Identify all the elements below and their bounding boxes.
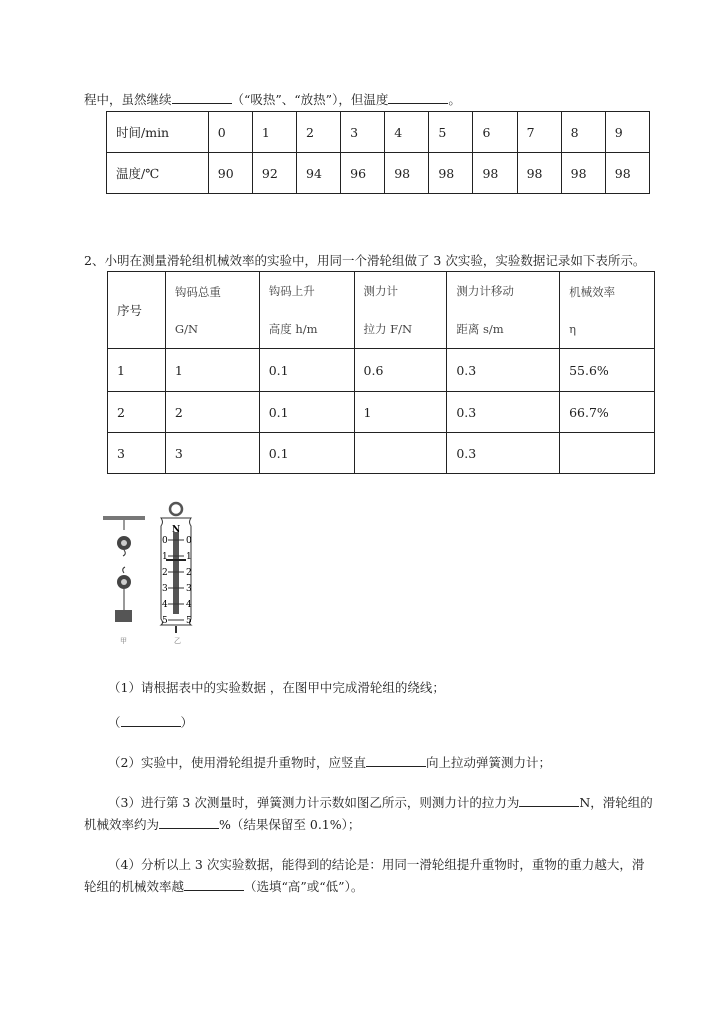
answer-blank[interactable] xyxy=(519,794,579,807)
answer-blank[interactable] xyxy=(159,816,219,829)
table-cell: 2 xyxy=(165,392,259,433)
table-row xyxy=(107,112,650,153)
figure-label-a: 甲 xyxy=(120,637,127,645)
sub-question-4-line1: （4）分析以上 3 次实验数据，能得到的结论是：用同一滑轮组提升重物时，重物的重力越大，滑 xyxy=(108,857,645,872)
table-cell: 98 xyxy=(385,153,429,194)
figure-pulley-and-spring-scale xyxy=(98,500,218,650)
table-cell xyxy=(354,433,447,474)
table-cell: 9 xyxy=(605,112,649,153)
table-cell: 1 xyxy=(108,349,166,392)
header-label: 钩码上升 xyxy=(268,284,315,298)
table-row xyxy=(108,349,655,392)
table-header-row xyxy=(108,272,655,349)
table-cell: 5 xyxy=(429,112,473,153)
table-cell: 0.1 xyxy=(259,392,354,433)
text: ） xyxy=(180,715,194,730)
text: 轮组的机械效率越 xyxy=(84,879,185,894)
header-label: 序号 xyxy=(117,303,143,318)
sub-question-4-line2 xyxy=(84,877,363,895)
text: （2）实验中，使用滑轮组提升重物时，应竖直 xyxy=(108,755,366,770)
header-cell xyxy=(259,272,354,349)
header-unit: 高度 h/m xyxy=(268,322,318,336)
table-cell: 8 xyxy=(561,112,605,153)
sub-question-3-line2 xyxy=(84,815,360,833)
table-cell: 时间/min xyxy=(107,112,209,153)
scale-tick-label: 3 xyxy=(186,584,192,594)
header-cell xyxy=(447,272,560,349)
table-cell: 3 xyxy=(108,433,166,474)
table-cell: 98 xyxy=(473,153,517,194)
table-cell: 0.1 xyxy=(259,433,354,474)
table-cell: 1 xyxy=(354,392,447,433)
table-cell: 3 xyxy=(341,112,385,153)
table-cell: 6 xyxy=(473,112,517,153)
table-cell: 2 xyxy=(297,112,341,153)
scale-unit: N xyxy=(172,525,181,535)
scale-tick-label: 5 xyxy=(162,616,168,626)
text: （ xyxy=(108,715,121,730)
text: 机械效率约为 xyxy=(84,817,160,832)
text: 程中，虽然继续 xyxy=(84,92,172,107)
table-cell: 3 xyxy=(165,433,259,474)
table-row xyxy=(108,392,655,433)
header-label: 钩码总重 xyxy=(174,285,221,299)
table-row xyxy=(107,153,650,194)
scale-tick-label: 1 xyxy=(162,552,168,562)
scale-tick-label: 4 xyxy=(162,600,168,610)
figure-label-b: 乙 xyxy=(174,637,181,645)
table-cell: 0.3 xyxy=(447,392,560,433)
answer-blank[interactable] xyxy=(366,754,426,767)
scale-tick-label: 2 xyxy=(162,568,168,578)
scale-tick-label: 3 xyxy=(162,584,168,594)
header-label: 测力计 xyxy=(363,284,399,298)
text: （“吸热”、“放热”），但温度 xyxy=(231,92,389,107)
table-cell: 0.3 xyxy=(447,349,560,392)
question-2-stem: 2、小明在测量滑轮组机械效率的实验中，用同一个滑轮组做了 3 次实验，实验数据记录如下表所示。 xyxy=(84,253,646,268)
text: （选填“高”或“低”）。 xyxy=(244,879,364,894)
text: （3）进行第 3 次测量时，弹簧测力计示数如图乙所示，则测力计的拉力为 xyxy=(108,795,520,810)
text: %（结果保留至 0.1%）； xyxy=(219,817,361,832)
header-cell xyxy=(108,272,166,349)
table-cell: 2 xyxy=(108,392,166,433)
scale-tick-label: 0 xyxy=(186,536,192,546)
text: N，滑轮组的 xyxy=(579,795,653,810)
table-cell xyxy=(560,433,655,474)
table-cell: 1 xyxy=(252,112,296,153)
table-cell: 92 xyxy=(252,153,296,194)
header-unit: G/N xyxy=(174,322,199,336)
header-label: 测力计移动 xyxy=(456,284,514,298)
spring-scale-figure xyxy=(161,503,192,633)
header-cell xyxy=(354,272,447,349)
table-cell: 94 xyxy=(297,153,341,194)
answer-blank[interactable] xyxy=(184,878,244,891)
table-cell: 0.6 xyxy=(354,349,447,392)
table-cell: 温度/℃ xyxy=(107,153,209,194)
sub-question-2 xyxy=(108,753,551,771)
table-cell: 7 xyxy=(517,112,561,153)
answer-blank[interactable] xyxy=(388,91,448,104)
table-cell: 0.1 xyxy=(259,349,354,392)
header-unit: η xyxy=(569,322,576,336)
table-row xyxy=(108,433,655,474)
scale-tick-label: 1 xyxy=(186,552,192,562)
text: 向上拉动弹簧测力计； xyxy=(425,755,551,770)
answer-blank[interactable] xyxy=(121,714,181,727)
table-cell: 98 xyxy=(517,153,561,194)
question-1-tail xyxy=(84,90,461,108)
sub-question-1: （1）请根据表中的实验数据 ，在图甲中完成滑轮组的绕线； xyxy=(108,680,445,695)
table-cell: 66.7% xyxy=(560,392,655,433)
header-unit: 拉力 F/N xyxy=(363,322,413,336)
table-cell: 98 xyxy=(561,153,605,194)
temperature-table xyxy=(106,111,650,194)
header-unit: 距离 s/m xyxy=(456,322,504,336)
table-cell: 98 xyxy=(605,153,649,194)
text: 。 xyxy=(448,92,461,107)
table-cell: 1 xyxy=(165,349,259,392)
table-cell: 0.3 xyxy=(447,433,560,474)
answer-blank[interactable] xyxy=(172,91,232,104)
table-cell: 96 xyxy=(341,153,385,194)
table-cell: 0 xyxy=(208,112,252,153)
table-cell: 55.6% xyxy=(560,349,655,392)
table-cell: 90 xyxy=(208,153,252,194)
header-label: 机械效率 xyxy=(569,285,616,299)
scale-tick-label: 5 xyxy=(186,616,192,626)
sub-question-1-answer xyxy=(108,713,193,731)
header-cell xyxy=(560,272,655,349)
pulley-efficiency-table xyxy=(107,271,655,474)
sub-question-3-line1 xyxy=(108,793,653,811)
scale-tick-label: 0 xyxy=(162,536,168,546)
table-cell: 98 xyxy=(429,153,473,194)
pulley-system-figure xyxy=(103,516,145,622)
scale-tick-label: 2 xyxy=(186,568,192,578)
scale-tick-label: 4 xyxy=(186,600,192,610)
table-cell: 4 xyxy=(385,112,429,153)
header-cell xyxy=(165,272,259,349)
